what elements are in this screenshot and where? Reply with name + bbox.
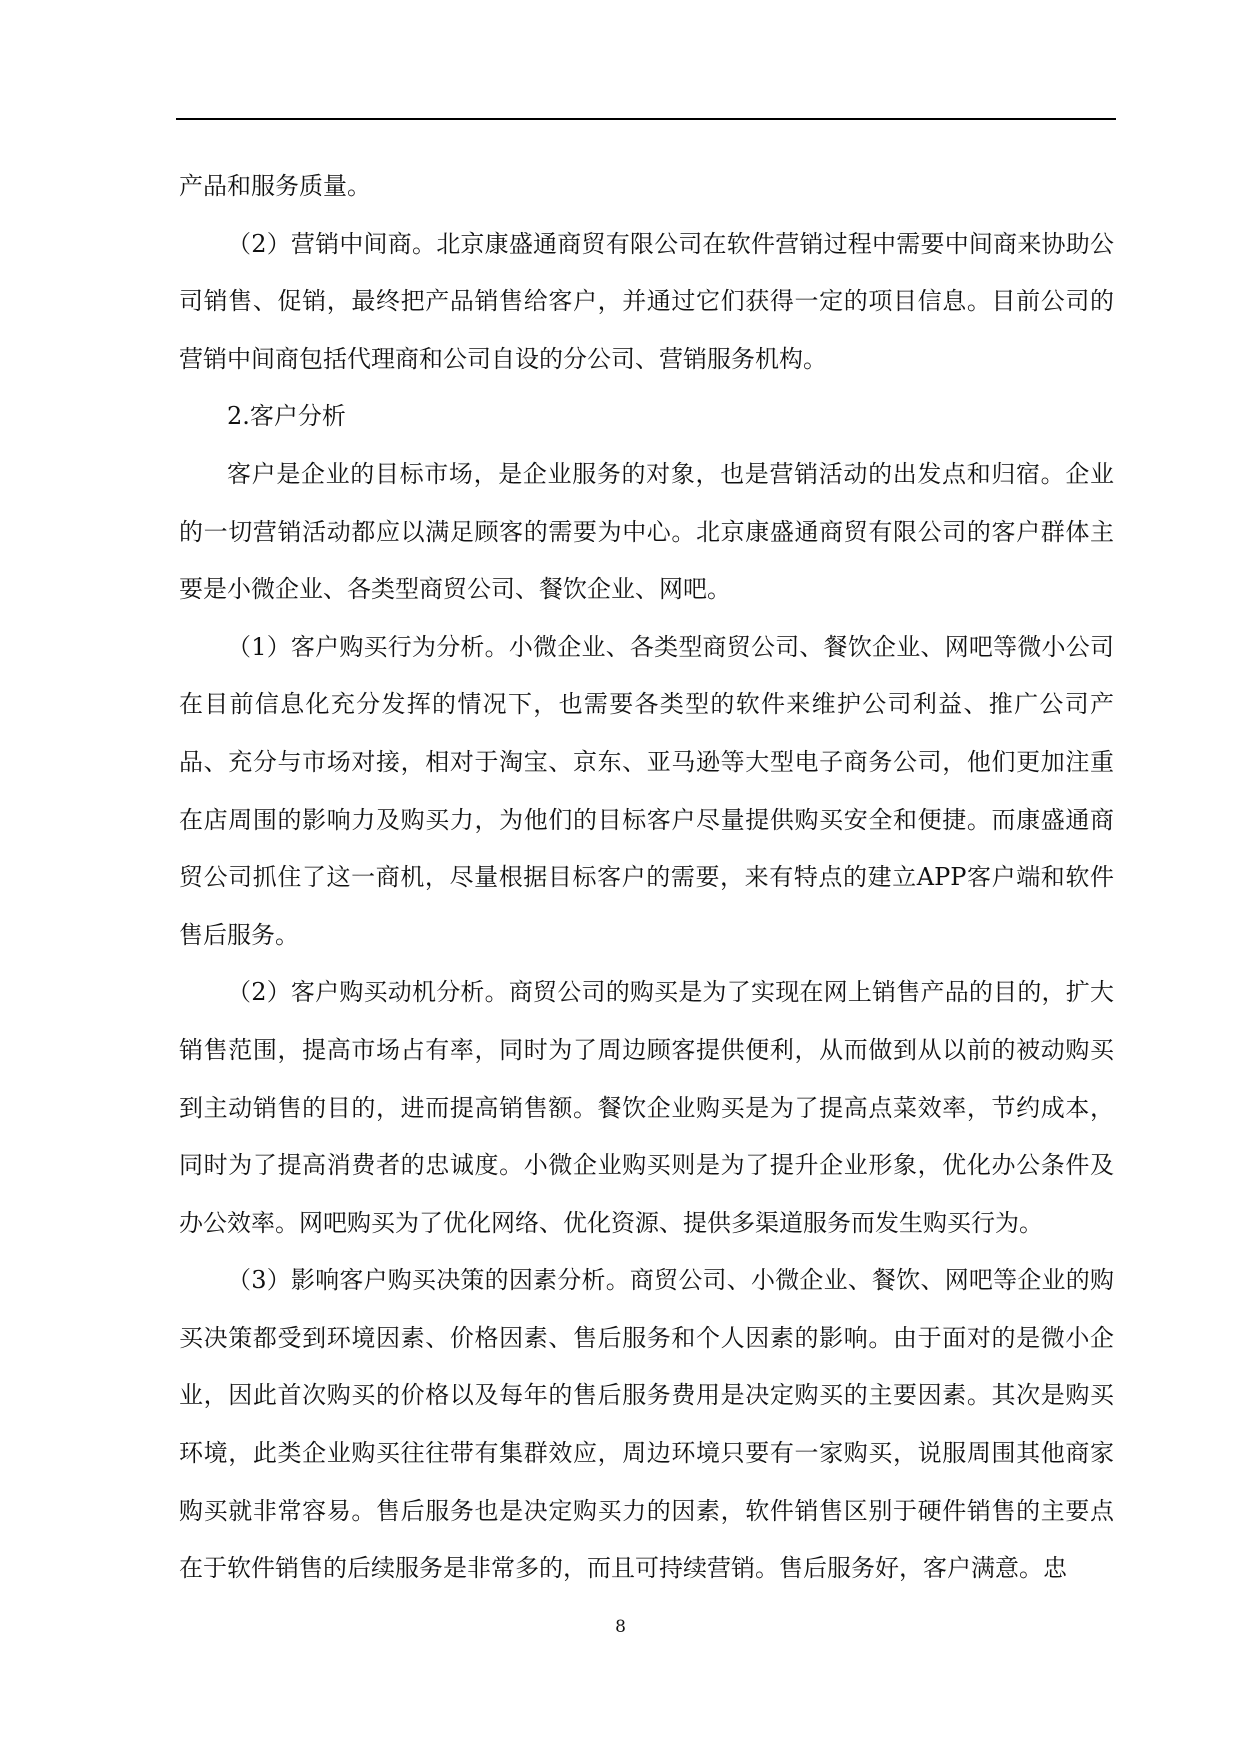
- section-heading-customer-analysis: 2.客户分析: [227, 402, 346, 431]
- paragraph-marketing-intermediaries: （2）营销中间商。北京康盛通商贸有限公司在软件营销过程中需要中间商来协助公司销售、促销，最终把产品销售给客户，并通过它们获得一定的项目信息。目前公司的营销中间商包括代理商和公司自设的分公司、营销服务机构。: [179, 229, 1114, 373]
- paragraph-purchase-motivation: （2）客户购买动机分析。商贸公司的购买是为了实现在网上销售产品的目的，扩大销售范围，提高市场占有率，同时为了周边顾客提供便利，从而做到从以前的被动购买到主动销售的目的，进而提高销售额。餐饮企业购买是为了提高点菜效率，节约成本，同时为了提高消费者的忠诚度。小微企业购买则是为了提升企业形象，优化办公条件及办公效率。网吧购买为了优化网络、优化资源、提供多渠道服务而发生购买行为。: [179, 978, 1114, 1237]
- paragraph-continuation: 产品和服务质量。: [179, 172, 371, 200]
- header-rule: [176, 118, 1116, 120]
- paragraph-decision-factors: （3）影响客户购买决策的因素分析。商贸公司、小微企业、餐饮、网吧等企业的购买决策都受到环境因素、价格因素、售后服务和个人因素的影响。由于面对的是微小企业，因此首次购买的价格以及每年的售后服务费用是决定购买的主要因素。其次是购买环境，此类企业购买往往带有集群效应，周边环境只要有一家购买，说服周围其他商家购买就非常容易。售后服务也是决定购买力的因素，软件销售区别于硬件销售的主要点在于软件销售的后续服务是非常多的，而且可持续营销。售后服务好，客户满意。忠: [179, 1266, 1114, 1583]
- paragraph-purchase-behavior: （1）客户购买行为分析。小微企业、各类型商贸公司、餐饮企业、网吧等微小公司在目前信息化充分发挥的情况下，也需要各类型的软件来维护公司利益、推广公司产品、充分与市场对接，相对于淘宝、京东、亚马逊等大型电子商务公司，他们更加注重在店周围的影响力及购买力，为他们的目标客户尽量提供购买安全和便捷。而康盛通商贸公司抓住了这一商机，尽量根据目标客户的需要，来有特点的建立APP客户端和软件售后服务。: [179, 632, 1114, 949]
- body-text: [179, 158, 1114, 1598]
- paragraph-customer-overview: 客户是企业的目标市场，是企业服务的对象，也是营销活动的出发点和归宿。企业的一切营销活动都应以满足顾客的需要为中心。北京康盛通商贸有限公司的客户群体主要是小微企业、各类型商贸公司、餐饮企业、网吧。: [179, 459, 1114, 604]
- page-number: 8: [615, 1617, 626, 1637]
